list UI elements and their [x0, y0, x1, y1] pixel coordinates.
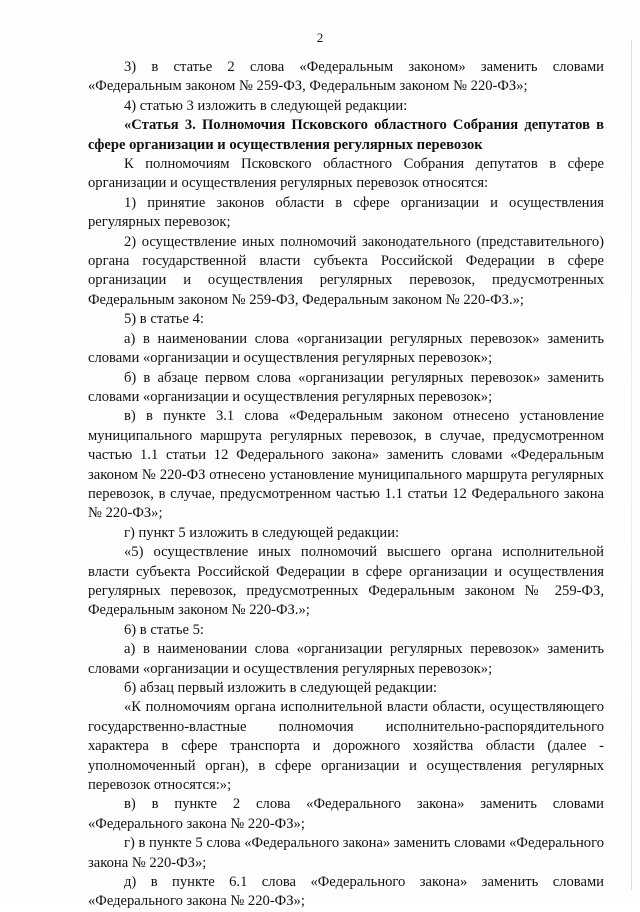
article-heading: «Статья 3. Полномочия Псковского областного Собрания депутатов в сфере организации и осуществления регулярных перевозок [88, 117, 604, 153]
paragraph: К полномочиям Псковского областного Собрания депутатов в сфере организации и осуществления регулярных перевозок относятся: [88, 156, 604, 192]
paragraph: 1) принятие законов области в сфере организации и осуществления регулярных перевозок; [88, 194, 604, 231]
paragraph: «5) осуществление иных полномочий высшего органа исполнительной власти субъекта Российской Федерации в сфере организации и осуществления регулярных перевозок, предусмотренных Федеральным законом № 259-ФЗ, Федеральным законом № 220-ФЗ.»; [88, 544, 604, 619]
page-number: 2 [316, 30, 324, 45]
paragraph: а) в наименовании слова «организации регулярных перевозок» заменить словами «организации и осуществления регулярных перевозок»; [88, 330, 604, 367]
paragraph: д) в пункте 6.1 слова «Федерального закона» заменить словами «Федерального закона № 220-ФЗ»; [88, 874, 604, 910]
document-body [88, 58, 604, 912]
paragraph: г) пункт 5 изложить в следующей редакции: [124, 524, 400, 541]
scan-edge-line [631, 40, 632, 890]
paragraph: 4) статью 3 изложить в следующей редакции: [124, 97, 408, 114]
paragraph: в) в пункте 2 слова «Федерального закона» заменить словами «Федерального закона № 220-ФЗ»; [88, 796, 604, 832]
paragraph: «К полномочиям органа исполнительной власти области, осуществляющего государственно-властные полномочия исполнительно-распорядительного характера в сфере транспорта и дорожного хозяйства области (далее - уполномоченный орган), в сфере организации и осуществления регулярных перевозок относятся:»; [88, 699, 604, 794]
paragraph: 2) осуществление иных полномочий законодательного (представительного) органа государственной власти субъекта Российской Федерации в сфере организации и осуществления регулярных перевозок, предусмотренных Федеральным законом № 259-ФЗ, Федеральным законом № 220-ФЗ.»; [88, 233, 604, 308]
paragraph: 3) в статье 2 слова «Федеральным законом» заменить словами «Федеральным законом № 259-ФЗ, Федеральным законом № 220-ФЗ»; [88, 59, 604, 95]
paragraph: 5) в статье 4: [124, 311, 204, 328]
paragraph: в) в пункте 3.1 слова «Федеральным законом отнесено установление муниципального маршрута регулярных перевозок, в случае, предусмотренном частью 1.1 статьи 12 Федерального закона» заменить словами «Федеральным законом № 220-ФЗ отнесено установление муниципального маршрута регулярных перевозок, в случае, предусмотренном частью 1.1 статьи 12 Федерального закона № 220-ФЗ»; [88, 408, 604, 522]
paragraph: г) в пункте 5 слова «Федерального закона» заменить словами «Федерального закона № 220-ФЗ»; [88, 835, 604, 871]
paragraph: б) абзац первый изложить в следующей редакции: [124, 680, 438, 696]
paragraph: б) в абзаце первом слова «организации регулярных перевозок» заменить словами «организации и осуществления регулярных перевозок»; [88, 369, 604, 405]
paragraph: 6) в статье 5: [124, 621, 204, 638]
paragraph: а) в наименовании слова «организации регулярных перевозок» заменить словами «организации и осуществления регулярных перевозок»; [88, 641, 604, 677]
